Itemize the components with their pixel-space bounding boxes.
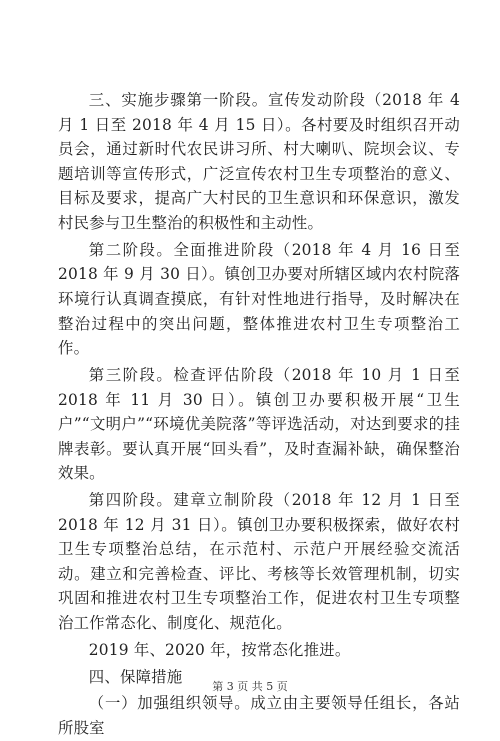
- paragraph-stage-four: 第四阶段。建章立制阶段（2018 年 12 月 1 日至 2018 年 12 月 31 日）。镇创卫办要积极探索，做好农村卫生专项整治总结，在示范村、示范户开展经验交流活动。建立和完善检查、评比、考核等长效管理机制，切实巩固和推进农村卫生专项整治工作，促进农村卫生专项整治工作常态化、制度化、规范化。: [58, 491, 460, 633]
- paragraph-stage-three: 第三阶段。检查评估阶段（2018 年 10 月 1 日至 2018 年 11 月 30 日）。镇创卫办要积极开展“卫生户”“文明户”“环境优美院落”等评选活动，对达到要求的挂牌表彰。要认真开展“回头看”，及时查漏补缺，确保整治效果。: [58, 365, 460, 483]
- paragraph-stage-two: 第二阶段。全面推进阶段（2018 年 4 月 16 日至 2018 年 9 月 30 日）。镇创卫办要对所辖区域内农村院落环境行认真调查摸底，有针对性地进行指导，及时解决在整治过程中的突出问题，整体推进农村卫生专项整治工作。: [58, 240, 460, 358]
- page-footer: 第 3 页 共 5 页: [212, 680, 288, 693]
- paragraph-implementation-stage-one: 三、实施步骤第一阶段。宣传发动阶段（2018 年 4 月 1 日至 2018 年 4 月 15 日）。各村要及时组织召开动员会，通过新时代农民讲习所、村大喇叭、院坝会议、专题培训等宣传形式，广泛宣传农村卫生专项整治的意义、目标及要求，提高广大村民的卫生意识和环保意识，激发村民参与卫生整治的积极性和主动性。: [58, 91, 460, 232]
- paragraph-2019-2020: 2019 年、2020 年，按常态化推进。: [88, 640, 351, 659]
- paragraph-organization-leadership: （一）加强组织领导。成立由主要领导任组长，各站所股室: [58, 694, 460, 737]
- section-heading-safeguards: 四、保障措施: [88, 667, 183, 686]
- document-body: [58, 88, 460, 741]
